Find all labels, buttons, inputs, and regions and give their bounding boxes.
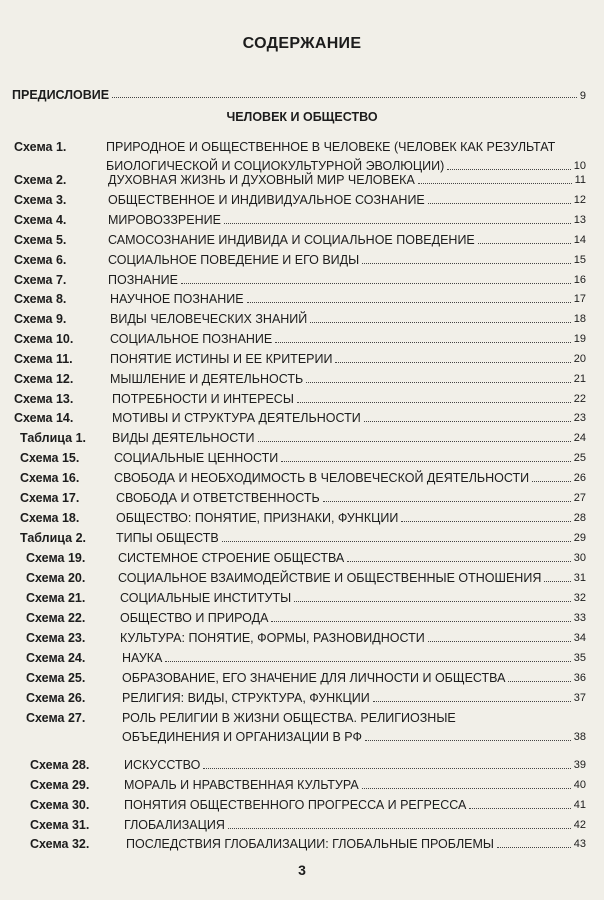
toc-entry-label: Схема 9. bbox=[14, 312, 67, 326]
toc-entry-title: ПОЗНАНИЕ bbox=[108, 273, 178, 287]
toc-entry-label: Схема 23. bbox=[26, 631, 86, 645]
toc-entry-page: 13 bbox=[573, 214, 586, 226]
toc-entry-title: ГЛОБАЛИЗАЦИЯ bbox=[124, 818, 225, 832]
dot-leader bbox=[497, 847, 571, 848]
dot-leader bbox=[508, 681, 570, 682]
toc-entry-label: Схема 8. bbox=[14, 292, 67, 306]
dot-leader bbox=[271, 621, 570, 622]
toc-entry-page: 21 bbox=[573, 373, 586, 385]
toc-entry-title: МОТИВЫ И СТРУКТУРА ДЕЯТЕЛЬНОСТИ bbox=[112, 411, 361, 425]
toc-entry-page: 38 bbox=[573, 731, 586, 743]
toc-entry-page: 28 bbox=[573, 512, 586, 524]
dot-leader bbox=[532, 481, 571, 482]
toc-entry-title: РОЛЬ РЕЛИГИИ В ЖИЗНИ ОБЩЕСТВА. РЕЛИГИОЗНЫЕ bbox=[122, 711, 456, 725]
toc-entry-title: СОЦИАЛЬНЫЕ ЦЕННОСТИ bbox=[114, 451, 279, 465]
toc-entry-label: Схема 2. bbox=[14, 173, 67, 187]
dot-leader bbox=[478, 243, 571, 244]
toc-entry-label: Схема 24. bbox=[26, 651, 86, 665]
toc-entry-page: 24 bbox=[573, 432, 586, 444]
toc-entry-page: 20 bbox=[573, 353, 586, 365]
toc-entry-title: ПОНЯТИЯ ОБЩЕСТВЕННОГО ПРОГРЕССА И РЕГРЕССА bbox=[124, 798, 467, 812]
toc-entry-title: СВОБОДА И НЕОБХОДИМОСТЬ В ЧЕЛОВЕЧЕСКОЙ ДЕЯТЕЛЬНОСТИ bbox=[114, 471, 530, 485]
toc-entry-page: 32 bbox=[573, 592, 586, 604]
dot-leader bbox=[222, 541, 571, 542]
toc-entry-page: 36 bbox=[573, 672, 586, 684]
toc-entry-label: Схема 16. bbox=[20, 471, 80, 485]
section-heading: ЧЕЛОВЕК И ОБЩЕСТВО bbox=[226, 110, 378, 124]
toc-entry-title: НАУЧНОЕ ПОЗНАНИЕ bbox=[110, 292, 244, 306]
dot-leader bbox=[310, 322, 570, 323]
preface-label: ПРЕДИСЛОВИЕ bbox=[12, 88, 110, 102]
toc-entry-page: 35 bbox=[573, 652, 586, 664]
dot-leader bbox=[306, 382, 571, 383]
toc-entry-label: Схема 20. bbox=[26, 571, 86, 585]
toc-entry-page: 34 bbox=[573, 632, 586, 644]
dot-leader bbox=[181, 283, 571, 284]
toc-entry-label: Схема 31. bbox=[30, 818, 90, 832]
toc-entry-label: Схема 14. bbox=[14, 411, 74, 425]
toc-entry-title: СОЦИАЛЬНОЕ ПОВЕДЕНИЕ И ЕГО ВИДЫ bbox=[108, 253, 360, 267]
toc-entry-page: 22 bbox=[573, 393, 586, 405]
toc-entry-title: ОБЩЕСТВО: ПОНЯТИЕ, ПРИЗНАКИ, ФУНКЦИИ bbox=[116, 511, 399, 525]
toc-entry-title: ВИДЫ ЧЕЛОВЕЧЕСКИХ ЗНАНИЙ bbox=[110, 312, 308, 326]
dot-leader bbox=[297, 402, 571, 403]
dot-leader bbox=[281, 461, 571, 462]
toc-entry-label: Схема 5. bbox=[14, 233, 67, 247]
toc-entry-page: 17 bbox=[573, 293, 586, 305]
page-title: СОДЕРЖАНИЕ bbox=[242, 35, 362, 52]
toc-entry-label: Схема 25. bbox=[26, 671, 86, 685]
toc-entry-title: МИРОВОЗЗРЕНИЕ bbox=[108, 213, 221, 227]
toc-entry-page: 43 bbox=[573, 838, 586, 850]
dot-leader bbox=[447, 169, 570, 170]
dot-leader bbox=[373, 701, 571, 702]
dot-leader bbox=[335, 362, 570, 363]
toc-entry-label: Схема 19. bbox=[26, 551, 86, 565]
toc-entry-label: Схема 22. bbox=[26, 611, 86, 625]
toc-entry-title: МЫШЛЕНИЕ И ДЕЯТЕЛЬНОСТЬ bbox=[110, 372, 304, 386]
toc-entry-title: ОБЪЕДИНЕНИЯ И ОРГАНИЗАЦИИ В РФ bbox=[122, 730, 362, 744]
toc-entry-title: ДУХОВНАЯ ЖИЗНЬ И ДУХОВНЫЙ МИР ЧЕЛОВЕКА bbox=[108, 173, 415, 187]
toc-entry-label: Схема 28. bbox=[30, 758, 90, 772]
dot-leader bbox=[258, 441, 571, 442]
toc-entry-page: 18 bbox=[573, 313, 586, 325]
toc-entry-page: 33 bbox=[573, 612, 586, 624]
toc-entry-label: Схема 29. bbox=[30, 778, 90, 792]
toc-entry-label: Схема 3. bbox=[14, 193, 67, 207]
dot-leader bbox=[203, 768, 570, 769]
toc-entry-label: Схема 6. bbox=[14, 253, 67, 267]
toc-entry-label: Схема 32. bbox=[30, 837, 90, 851]
toc-entry-label: Схема 27. bbox=[26, 711, 86, 725]
toc-entry-label: Таблица 2. bbox=[20, 531, 86, 545]
toc-entry-label: Схема 10. bbox=[14, 332, 74, 346]
toc-entry-page: 15 bbox=[573, 254, 586, 266]
toc-entry-label: Схема 26. bbox=[26, 691, 86, 705]
toc-entry-label: Схема 4. bbox=[14, 213, 67, 227]
dot-leader bbox=[428, 203, 571, 204]
dot-leader bbox=[469, 808, 570, 809]
dot-leader bbox=[362, 788, 571, 789]
toc-entry-title: МОРАЛЬ И НРАВСТВЕННАЯ КУЛЬТУРА bbox=[124, 778, 359, 792]
page-number: 3 bbox=[298, 862, 306, 878]
toc-entry-title: ОБЩЕСТВЕННОЕ И ИНДИВИДУАЛЬНОЕ СОЗНАНИЕ bbox=[108, 193, 425, 207]
toc-entry-label: Схема 11. bbox=[14, 352, 73, 366]
toc-entry-title: НАУКА bbox=[122, 651, 163, 665]
dot-leader bbox=[323, 501, 571, 502]
toc-entry-page: 30 bbox=[573, 552, 586, 564]
dot-leader bbox=[275, 342, 570, 343]
dot-leader bbox=[247, 302, 571, 303]
toc-entry-title: ВИДЫ ДЕЯТЕЛЬНОСТИ bbox=[112, 431, 255, 445]
dot-leader bbox=[401, 521, 570, 522]
toc-entry-page: 26 bbox=[573, 472, 586, 484]
toc-entry-page: 31 bbox=[573, 572, 586, 584]
toc-entry-title: ОБРАЗОВАНИЕ, ЕГО ЗНАЧЕНИЕ ДЛЯ ЛИЧНОСТИ И ОБЩЕСТВА bbox=[122, 671, 506, 685]
toc-entry-title: БИОЛОГИЧЕСКОЙ И СОЦИОКУЛЬТУРНОЙ ЭВОЛЮЦИИ) bbox=[106, 159, 445, 173]
toc-entry-title: ПОТРЕБНОСТИ И ИНТЕРЕСЫ bbox=[112, 392, 294, 406]
toc-entry-page: 16 bbox=[573, 274, 586, 286]
toc-entry-page: 41 bbox=[573, 799, 586, 811]
toc-entry-title: ПОНЯТИЕ ИСТИНЫ И ЕЕ КРИТЕРИИ bbox=[110, 352, 333, 366]
toc-entry-title: СОЦИАЛЬНОЕ ПОЗНАНИЕ bbox=[110, 332, 273, 346]
dot-leader bbox=[362, 263, 571, 264]
toc-entry-label: Схема 15. bbox=[20, 451, 80, 465]
toc-entry-page: 11 bbox=[574, 174, 586, 186]
dot-leader bbox=[544, 581, 570, 582]
toc-entry-title: ОБЩЕСТВО И ПРИРОДА bbox=[120, 611, 269, 625]
toc-entry-title: РЕЛИГИЯ: ВИДЫ, СТРУКТУРА, ФУНКЦИИ bbox=[122, 691, 370, 705]
toc-entry-page: 42 bbox=[573, 819, 586, 831]
toc-entry-title: КУЛЬТУРА: ПОНЯТИЕ, ФОРМЫ, РАЗНОВИДНОСТИ bbox=[120, 631, 425, 645]
toc-entry-page: 10 bbox=[573, 160, 586, 172]
toc-entry-page: 29 bbox=[573, 532, 586, 544]
dot-leader bbox=[294, 601, 571, 602]
toc-entry-page: 19 bbox=[573, 333, 586, 345]
toc-entry-page: 39 bbox=[573, 759, 586, 771]
toc-entry-title: СИСТЕМНОЕ СТРОЕНИЕ ОБЩЕСТВА bbox=[118, 551, 345, 565]
toc-entry-title: ТИПЫ ОБЩЕСТВ bbox=[116, 531, 219, 545]
toc-entry-label: Схема 12. bbox=[14, 372, 74, 386]
toc-entry-title: ИСКУССТВО bbox=[124, 758, 201, 772]
toc-entry-title: СВОБОДА И ОТВЕТСТВЕННОСТЬ bbox=[116, 491, 320, 505]
toc-entry-page: 14 bbox=[573, 234, 586, 246]
toc-entry-title: ПРИРОДНОЕ И ОБЩЕСТВЕННОЕ В ЧЕЛОВЕКЕ (ЧЕЛОВЕК КАК РЕЗУЛЬТАТ bbox=[106, 140, 556, 154]
toc-entry-title: САМОСОЗНАНИЕ ИНДИВИДА И СОЦИАЛЬНОЕ ПОВЕДЕНИЕ bbox=[108, 233, 475, 247]
dot-leader bbox=[365, 740, 571, 741]
toc-entry-label: Схема 7. bbox=[14, 273, 67, 287]
dot-leader bbox=[228, 828, 571, 829]
toc-entry-label: Схема 21. bbox=[26, 591, 86, 605]
toc-entry-page: 12 bbox=[573, 194, 586, 206]
toc-entry-title: СОЦИАЛЬНОЕ ВЗАИМОДЕЙСТВИЕ И ОБЩЕСТВЕННЫЕ ОТНОШЕНИЯ bbox=[118, 571, 542, 585]
dot-leader bbox=[418, 183, 572, 184]
toc-entry-title: ПОСЛЕДСТВИЯ ГЛОБАЛИЗАЦИИ: ГЛОБАЛЬНЫЕ ПРОБЛЕМЫ bbox=[126, 837, 494, 851]
toc-entry-label: Схема 17. bbox=[20, 491, 80, 505]
preface-page: 9 bbox=[579, 90, 586, 102]
toc-entry-page: 37 bbox=[573, 692, 586, 704]
toc-entry-page: 40 bbox=[573, 779, 586, 791]
dot-leader bbox=[428, 641, 571, 642]
toc-entry-title: СОЦИАЛЬНЫЕ ИНСТИТУТЫ bbox=[120, 591, 292, 605]
toc-entry-label: Схема 13. bbox=[14, 392, 74, 406]
toc-entry-label: Схема 30. bbox=[30, 798, 90, 812]
dot-leader bbox=[347, 561, 570, 562]
dot-leader bbox=[364, 421, 571, 422]
dot-leader bbox=[165, 661, 570, 662]
toc-entry-page: 27 bbox=[573, 492, 586, 504]
toc-entry-label: Схема 18. bbox=[20, 511, 80, 525]
toc-entry-page: 23 bbox=[573, 412, 586, 424]
toc-entry-page: 25 bbox=[573, 452, 586, 464]
dot-leader bbox=[224, 223, 571, 224]
toc-entry-label: Таблица 1. bbox=[20, 431, 86, 445]
toc-entry-label: Схема 1. bbox=[14, 140, 67, 154]
